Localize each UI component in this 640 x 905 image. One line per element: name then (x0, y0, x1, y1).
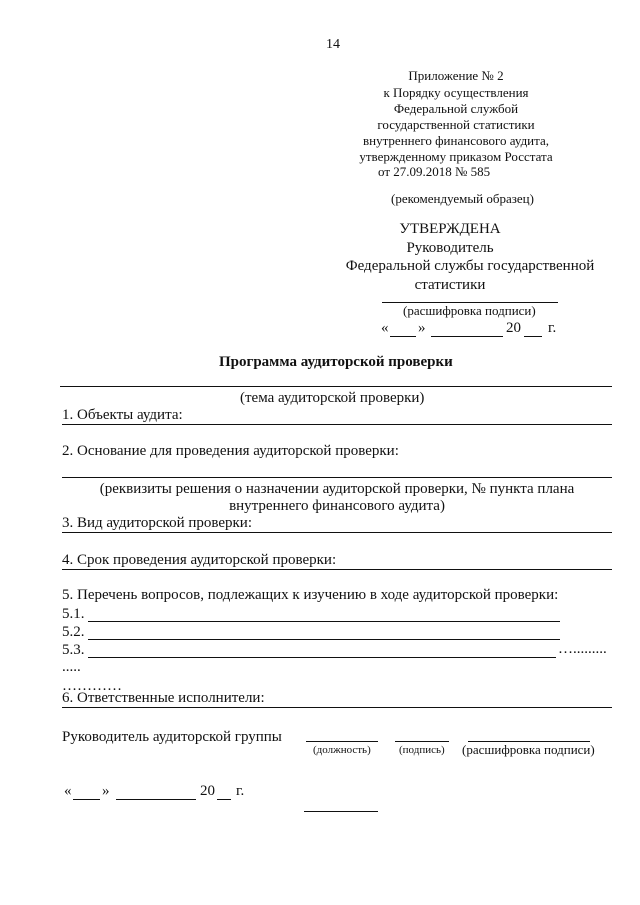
section-questions: 5. Перечень вопросов, подлежащих к изучению в ходе аудиторской проверки: (62, 587, 559, 603)
appendix-line: утвержденному приказом Росстата (359, 149, 553, 164)
signature-line (395, 741, 449, 742)
bottom-date-close-quote: » (102, 783, 110, 799)
approval-date-open-quote: « (381, 320, 389, 336)
question-line (88, 639, 560, 640)
section-basis: 2. Основание для проведения аудиторской проверки: (62, 443, 399, 459)
group-head-label: Руководитель аудиторской группы (62, 729, 282, 745)
section-executors-line (62, 707, 612, 708)
approval-date-year: 20 (506, 320, 521, 336)
bottom-date-year-line (217, 799, 231, 800)
section-term-line (62, 569, 612, 570)
section-objects-line (62, 424, 612, 425)
position-line (306, 741, 378, 742)
signature-caption: (подпись) (399, 744, 445, 756)
section-term: 4. Срок проведения аудиторской проверки: (62, 552, 337, 568)
approval-signature-caption: (расшифровка подписи) (403, 303, 536, 318)
appendix-line: внутреннего финансового аудита, (362, 133, 549, 148)
bottom-date-month-line (116, 799, 196, 800)
approval-date-month-line (431, 336, 503, 337)
approval-date-close-quote: » (418, 320, 426, 336)
question-number: 5.2. (62, 624, 85, 640)
appendix-line: от 27.09.2018 № 585 (378, 164, 491, 179)
bottom-date-year: 20 (200, 783, 215, 799)
section-basis-caption: (реквизиты решения о назначении аудиторской проверки, № пункта плана (99, 481, 575, 497)
topic-line (60, 386, 612, 387)
page-number: 14 (326, 37, 340, 52)
appendix-line: к Порядку осуществления (383, 85, 529, 100)
approval-title: УТВЕРЖДЕНА (399, 221, 501, 237)
section-objects: 1. Объекты аудита: (62, 407, 183, 423)
approval-line-2: Федеральной службы государственной (345, 258, 595, 274)
section-kind-line (62, 532, 612, 533)
approval-line-3: статистики (414, 277, 486, 293)
approval-line-1: Руководитель (406, 240, 494, 256)
bottom-date-suffix: г. (236, 783, 245, 799)
appendix-line: Федеральной службой (393, 101, 519, 116)
section-basis-caption: внутреннего финансового аудита) (229, 498, 445, 514)
recommended-sample: (рекомендуемый образец) (391, 191, 534, 206)
section-executors: 6. Ответственные исполнители: (62, 690, 265, 706)
approval-date-year-line (524, 336, 542, 337)
program-title: Программа аудиторской проверки (219, 354, 453, 370)
question-line (88, 657, 556, 658)
decoding-caption: (расшифровка подписи) (462, 742, 595, 757)
section-basis-line (62, 477, 612, 478)
topic-caption: (тема аудиторской проверки) (240, 390, 425, 406)
ellipsis-line: ..... (62, 659, 81, 675)
position-caption: (должность) (313, 744, 371, 756)
appendix-line: Приложение № 2 (408, 68, 504, 83)
section-kind: 3. Вид аудиторской проверки: (62, 515, 253, 531)
footer-rule (304, 811, 378, 812)
appendix-line: государственной статистики (377, 117, 535, 132)
question-tail-dots: …......... (558, 641, 607, 657)
bottom-date-open-quote: « (64, 783, 72, 799)
bottom-date-day-line (73, 799, 100, 800)
question-number: 5.1. (62, 606, 85, 622)
question-number: 5.3. (62, 642, 85, 658)
ellipsis-line: ………… (62, 678, 122, 694)
question-line (88, 621, 560, 622)
approval-date-day-line (390, 336, 416, 337)
approval-date-suffix: г. (548, 320, 557, 336)
